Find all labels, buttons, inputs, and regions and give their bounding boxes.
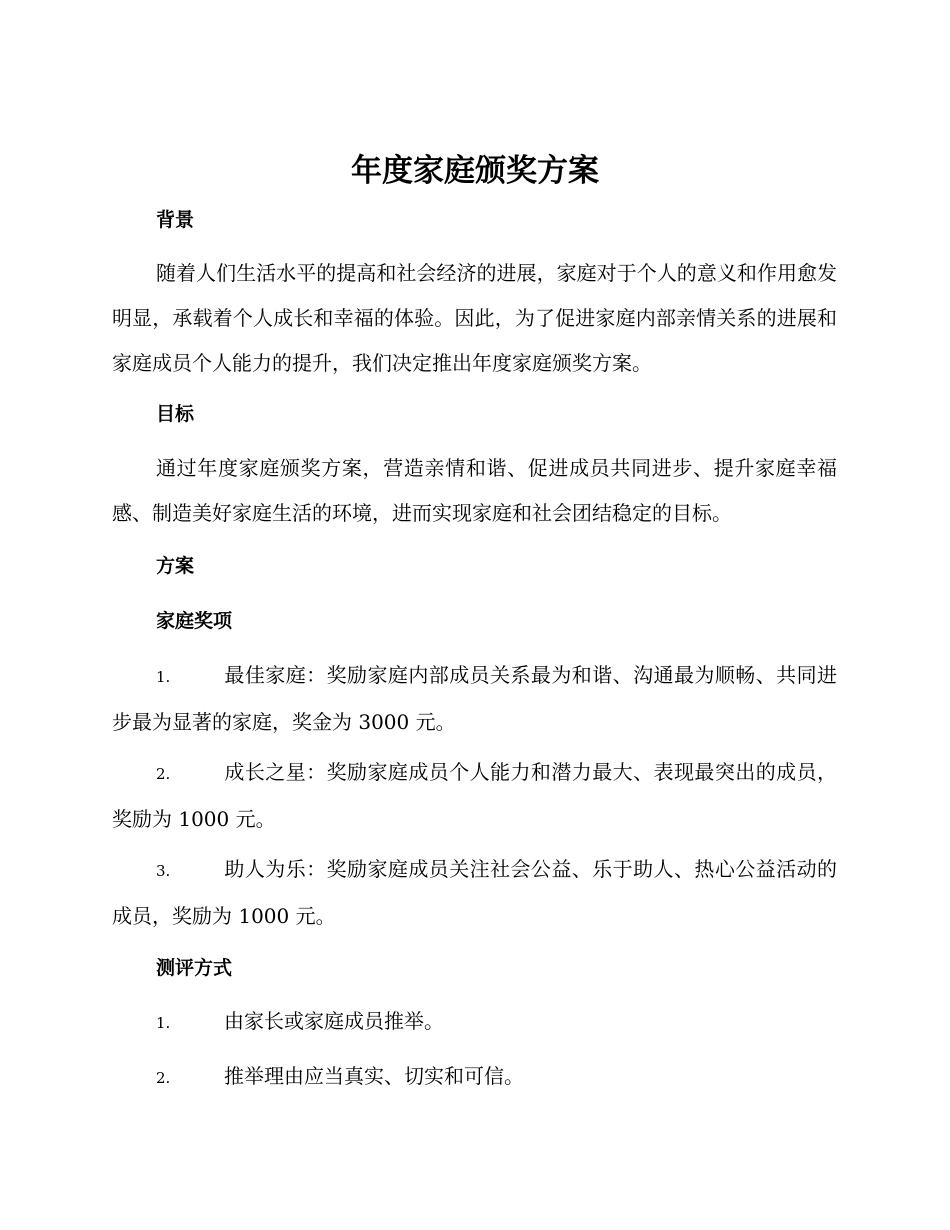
- list-number: 2.: [156, 765, 171, 783]
- heading-background: 背景: [156, 209, 195, 231]
- list-number: 3.: [156, 862, 171, 880]
- evaluation-item: [112, 999, 837, 1046]
- evaluation-item: [112, 1054, 837, 1101]
- heading-goal: 目标: [156, 403, 195, 425]
- heading-awards: 家庭奖项: [156, 610, 233, 632]
- list-number: 1.: [156, 668, 171, 686]
- paragraph-background: 随着人们生活水平的提高和社会经济的进展，家庭对于个人的意义和作用愈发明显，承载着个人成长和幸福的体验。因此，为了促进家庭内部亲情关系的进展和家庭成员个人能力的提升，我们决定推出年度家庭颁奖方案。: [112, 261, 837, 375]
- award-item: [112, 750, 837, 842]
- list-item-text: 成长之星：奖励家庭成员个人能力和潜力最大、表现最突出的成员，奖励为 1000 元。: [112, 760, 837, 831]
- list-item-text: 助人为乐：奖励家庭成员关注社会公益、乐于助人、热心公益活动的成员，奖励为 1000 元。: [112, 857, 837, 928]
- list-item-text: 推举理由应当真实、切实和可信。: [224, 1064, 524, 1088]
- list-number: 2.: [156, 1069, 171, 1087]
- paragraph-goal: 通过年度家庭颁奖方案，营造亲情和谐、促进成员共同进步、提升家庭幸福感、制造美好家庭生活的环境，进而实现家庭和社会团结稳定的目标。: [112, 456, 837, 525]
- document-title: 年度家庭颁奖方案: [351, 153, 599, 189]
- list-number: 1.: [156, 1014, 171, 1032]
- award-item: [112, 653, 837, 745]
- list-item-text: 最佳家庭：奖励家庭内部成员关系最为和谐、沟通最为顺畅、共同进步最为显著的家庭，奖金为 3000 元。: [112, 663, 837, 734]
- list-item-text: 由家长或家庭成员推举。: [224, 1009, 444, 1033]
- award-item: [112, 847, 837, 939]
- heading-plan: 方案: [156, 555, 195, 577]
- heading-evaluation: 测评方式: [156, 957, 233, 979]
